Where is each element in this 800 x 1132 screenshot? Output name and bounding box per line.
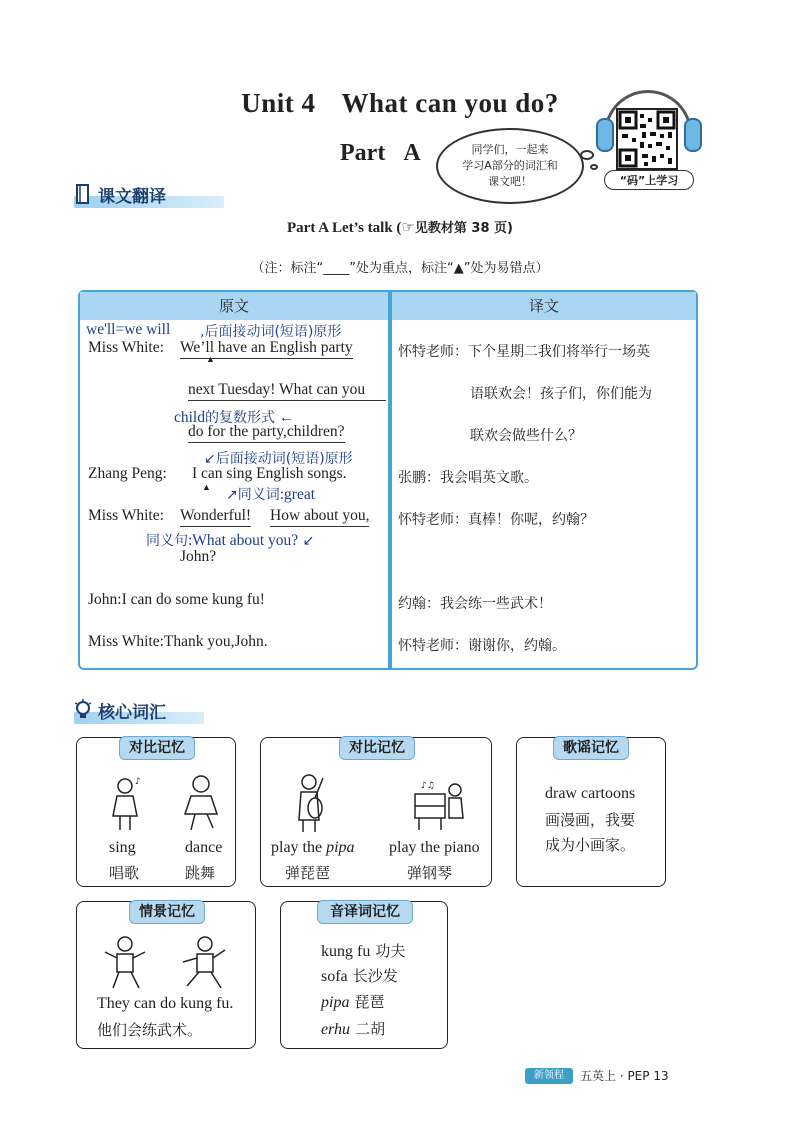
girl-dancing-icon <box>179 774 223 832</box>
line-mw1-b: next Tuesday! What can you <box>188 381 386 401</box>
word-play-pipa: play the pipa <box>271 839 355 856</box>
publisher-logo: 新领程 <box>525 1068 573 1084</box>
section-heading-translation: 课文翻译 <box>74 180 224 208</box>
word-dance-zh: 跳舞 <box>185 864 216 882</box>
line-mw2-a: Wonderful! <box>180 507 251 527</box>
lesson-subtitle: Part A Let’s talk (☞见教材第 38 页) <box>287 218 513 236</box>
column-header-original: 原文 <box>80 292 388 320</box>
sentence-kung-fu-zh: 他们会练武术。 <box>97 1021 203 1039</box>
unit-title-text: What can you do? <box>341 88 559 118</box>
vocab-card-sing-dance <box>76 737 236 887</box>
line-mw2-c: John? <box>180 548 217 565</box>
translation-line: 联欢会做些什么？ <box>470 428 582 444</box>
speaker-zhang-peng: Zhang Peng: <box>88 465 167 482</box>
translation-column <box>392 292 696 668</box>
translation-line: 约翰：我会练一些武术！ <box>398 596 552 612</box>
annotation-can-note: ↙后面接动词(短语)原形 <box>204 451 353 467</box>
section-heading-vocabulary: 核心词汇 <box>74 696 204 724</box>
card-tag: 歌谣记忆 <box>553 736 629 760</box>
annotation-synonym: ↗同义词:great <box>226 486 316 503</box>
translation-line: 语联欢会！孩子们，你们能为 <box>470 386 652 402</box>
translation-line: 张鹏：我会唱英文歌。 <box>398 470 538 486</box>
bubble-tail <box>580 150 594 160</box>
word-play-pipa-zh: 弹琵琶 <box>285 864 331 882</box>
translation-line: 怀特老师：真棒！你呢，约翰？ <box>398 512 594 528</box>
sentence-kung-fu: They can do kung fu. <box>97 995 234 1012</box>
part-heading: Part A <box>340 140 421 166</box>
card-tag: 情景记忆 <box>129 900 205 924</box>
unit-number: Unit 4 <box>241 88 316 118</box>
annotation-note: （注：标注“____”处为重点，标注“▲”处为易错点） <box>251 261 549 276</box>
word-sing-zh: 唱歌 <box>109 864 140 882</box>
svg-text:♪: ♪ <box>135 777 141 787</box>
speaker-miss-white: Miss White: <box>88 339 164 356</box>
pipa-player-icon <box>289 772 333 834</box>
speech-bubble: 同学们，一起来 学习A部分的词汇和 课文吧！ <box>436 128 584 204</box>
rhyme-line: 成为小画家。 <box>545 836 636 854</box>
girl-singing-icon <box>105 776 145 832</box>
vocab-card-instruments <box>260 737 492 887</box>
annotation-synonym-sentence: 同义句:What about you? ↙ <box>146 532 315 549</box>
line-john: John:I can do some kung fu! <box>88 591 265 608</box>
headphone-ear-icon <box>684 118 702 152</box>
vocab-card-draw-cartoons <box>516 737 666 887</box>
rhyme-line: 画漫画，我要 <box>545 811 636 829</box>
piano-player-icon <box>411 776 471 834</box>
card-tag: 对比记忆 <box>339 736 415 760</box>
card-tag: 音译词记忆 <box>317 900 413 924</box>
headphone-ear-icon <box>596 118 614 152</box>
svg-text:♪♫: ♪♫ <box>421 781 435 791</box>
annotation-well: we'll=we will <box>86 321 171 338</box>
vocab-card-kung-fu <box>76 901 256 1049</box>
page-footer: 五英上 · PEP 13 <box>580 1069 669 1083</box>
error-mark: ▲ <box>206 354 215 364</box>
word-sing: sing <box>109 839 136 856</box>
vocab-card-loanwords <box>280 901 448 1049</box>
loanword-row: pipa 琵琶 <box>321 993 385 1011</box>
column-header-translation: 译文 <box>392 292 696 320</box>
original-column <box>80 292 388 668</box>
annotation-well-note: ,后面接动词(短语)原形 <box>200 324 342 340</box>
word-play-piano: play the piano <box>389 839 480 856</box>
kung-fu-kid-icon <box>177 934 229 990</box>
word-draw-cartoons: draw cartoons <box>545 785 636 802</box>
error-mark: ▲ <box>202 482 211 492</box>
qr-caption: “码”上学习 <box>604 170 694 190</box>
bubble-tail <box>590 164 598 170</box>
pointing-hand-icon: ☞ <box>401 218 415 236</box>
word-dance: dance <box>185 839 223 856</box>
qr-code-icon[interactable] <box>616 108 678 170</box>
loanword-row: erhu 二胡 <box>321 1020 386 1038</box>
loanword-row: kung fu 功夫 <box>321 942 406 960</box>
book-icon <box>74 183 92 205</box>
line-mw2-b: How about you, <box>270 507 369 527</box>
kung-fu-kid-icon <box>101 934 149 990</box>
line-mw1-a: We’ll have an English party <box>180 339 353 359</box>
translation-line: 怀特老师：下个星期二我们将举行一场英 <box>398 344 650 360</box>
card-tag: 对比记忆 <box>119 736 195 760</box>
line-mw1-c: do for the party,children? <box>188 423 345 443</box>
annotation-child: child的复数形式 ← <box>174 409 295 426</box>
translation-line: 怀特老师：谢谢你，约翰。 <box>398 638 566 654</box>
line-zp: I can sing English songs. <box>192 465 347 482</box>
line-mw3: Miss White:Thank you,John. <box>88 633 268 650</box>
loanword-row: sofa 长沙发 <box>321 967 398 985</box>
speaker-miss-white: Miss White: <box>88 507 164 524</box>
lightbulb-icon <box>74 699 92 721</box>
word-play-piano-zh: 弹钢琴 <box>407 864 453 882</box>
